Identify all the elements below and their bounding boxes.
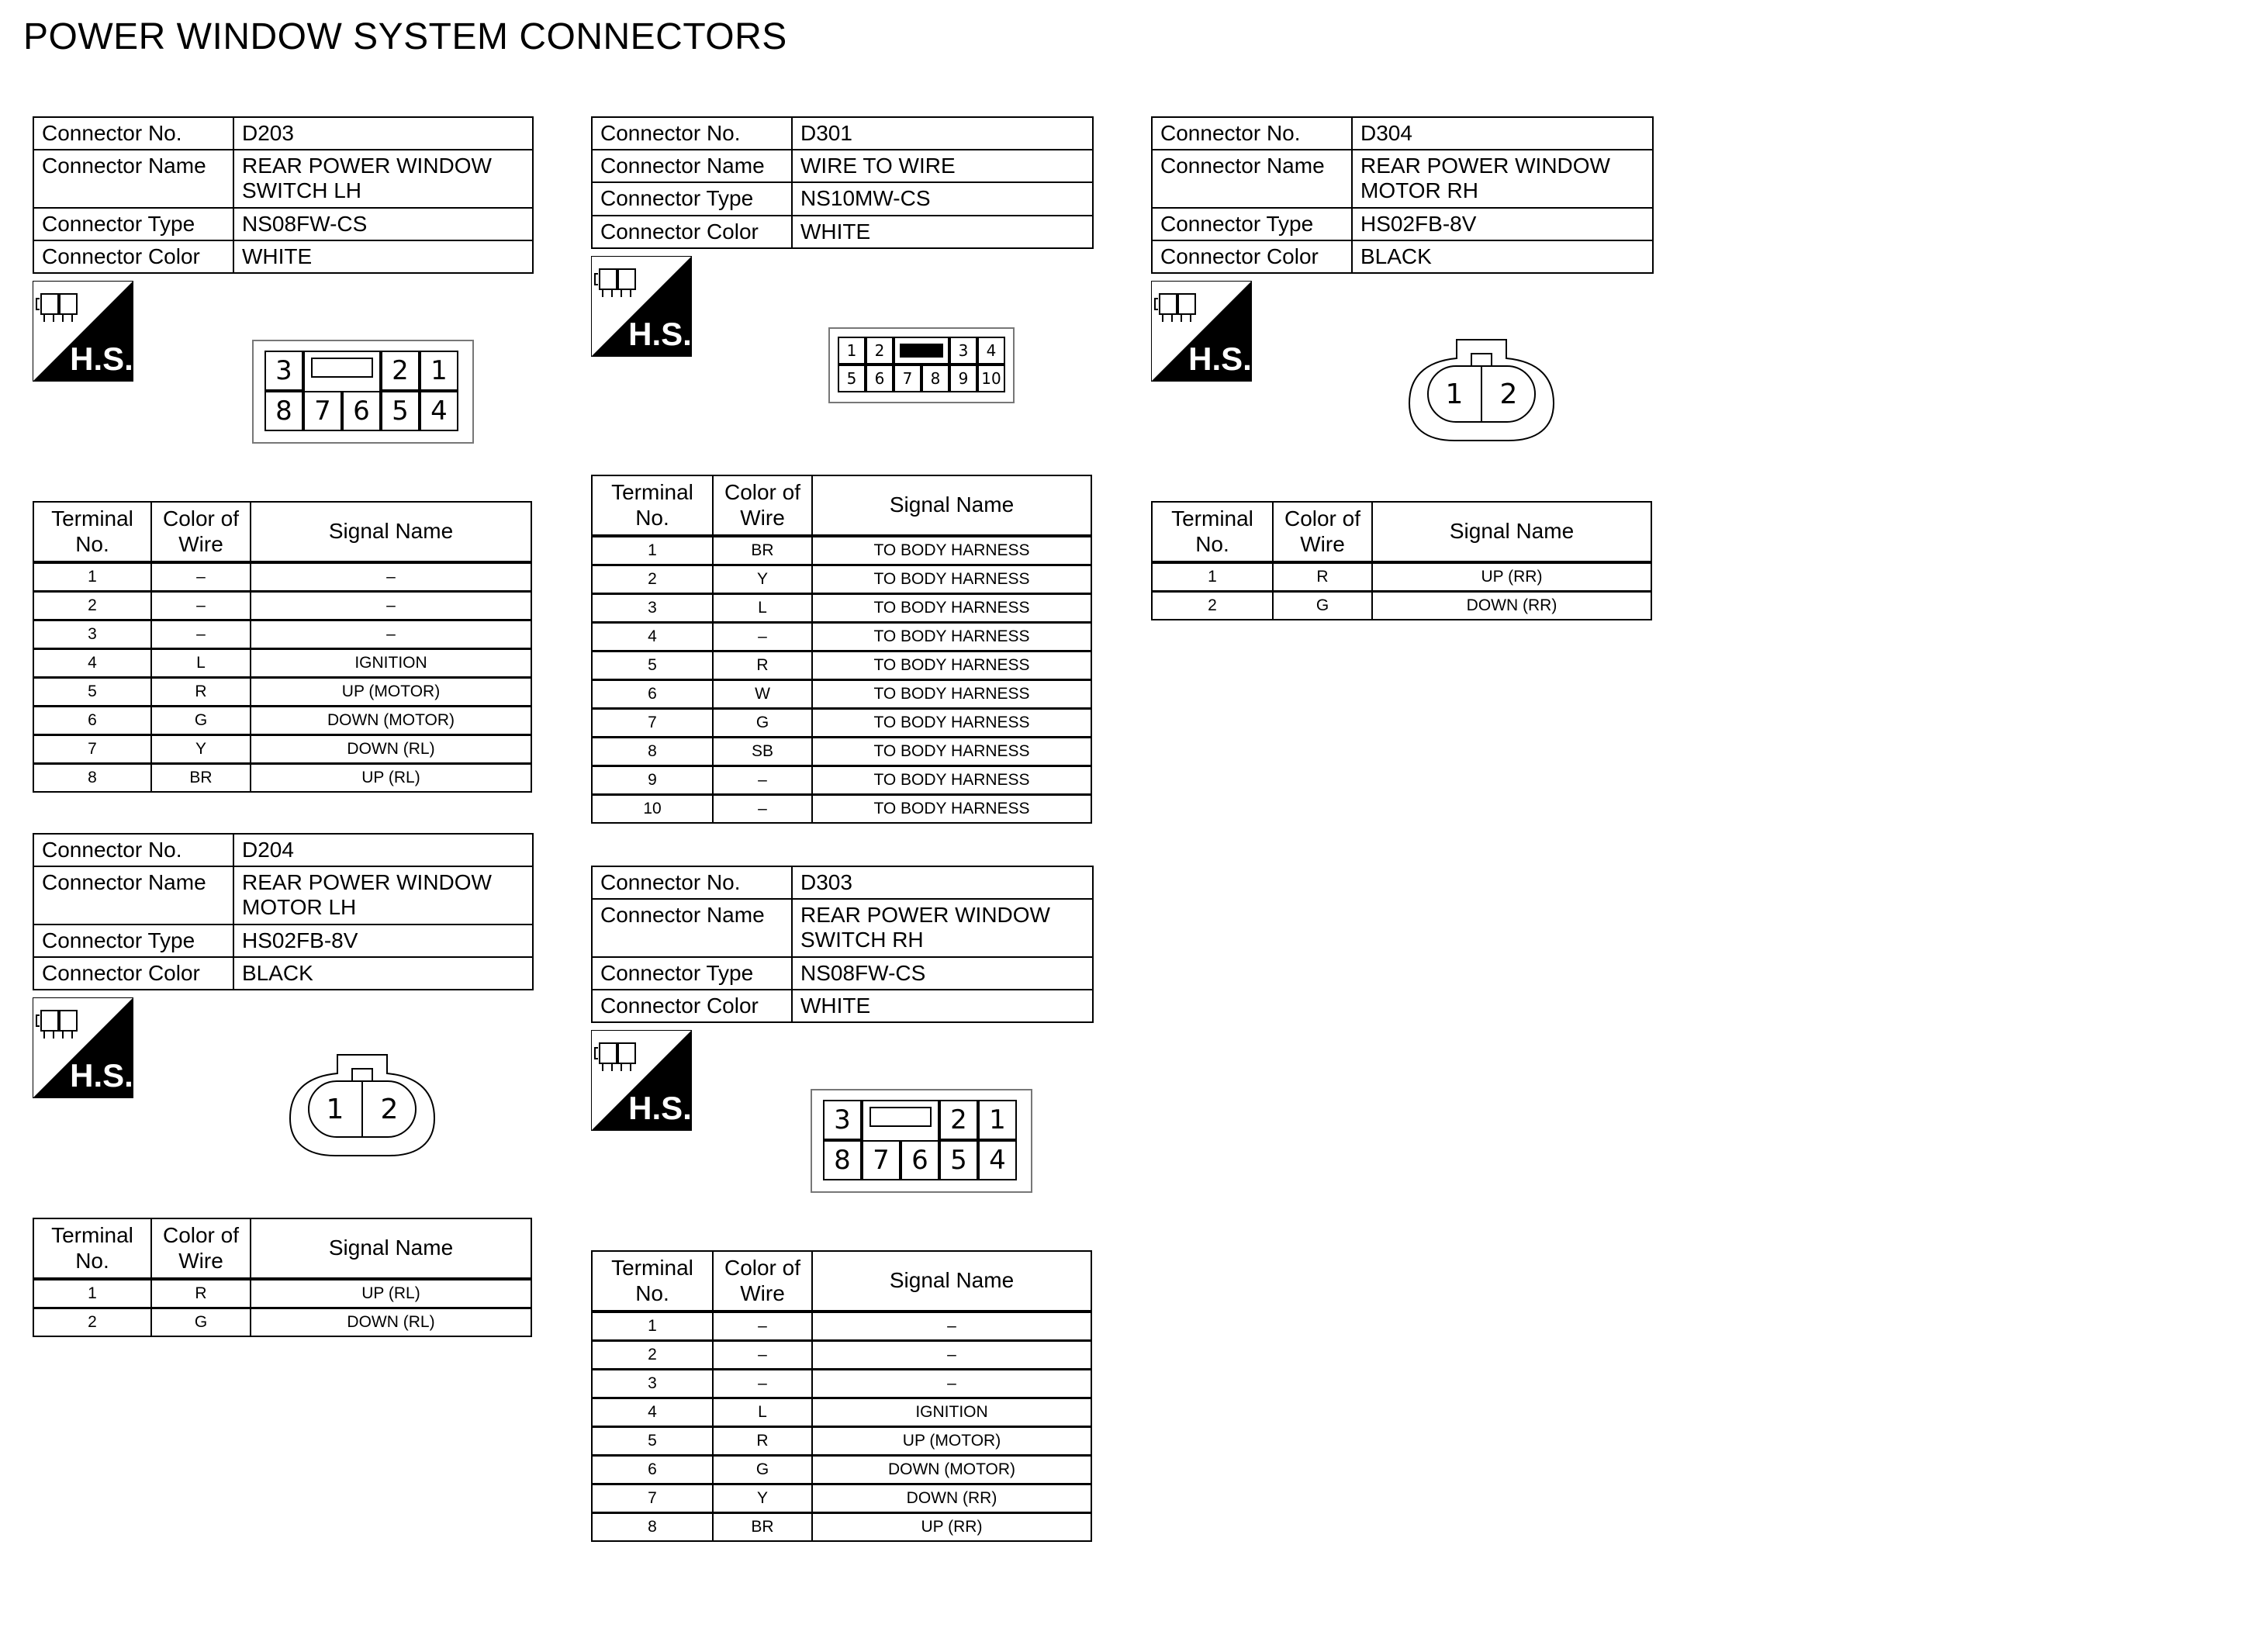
header-color-of-wire: Color of Wire: [713, 475, 812, 536]
pin-label: 2: [1499, 378, 1518, 410]
terminal-no-cell: 2: [33, 1308, 151, 1337]
hs-label: H.S.: [70, 1057, 133, 1094]
connector-key: [862, 1100, 939, 1140]
wire-color-cell: R: [1273, 562, 1372, 592]
connector-color-value: BLACK: [233, 957, 533, 990]
pin-label: 1: [420, 351, 458, 391]
connector-info-d301: [591, 116, 1094, 249]
harness-side-icon: [33, 281, 133, 382]
pin-label: 4: [420, 391, 458, 431]
table-row: [33, 592, 531, 620]
terminal-no-cell: 6: [592, 1456, 713, 1484]
table-row: [592, 1427, 1091, 1456]
wire-color-cell: BR: [713, 536, 812, 565]
wire-color-cell: BR: [151, 764, 251, 793]
signal-name-cell: DOWN (RR): [1372, 592, 1651, 620]
connector-name-value: REAR POWER WINDOW SWITCH RH: [792, 899, 1093, 956]
table-row: [33, 764, 531, 793]
pin-label: 3: [264, 351, 303, 391]
terminal-no-cell: 2: [1152, 592, 1273, 620]
table-row: [592, 1513, 1091, 1542]
connector-color-value: WHITE: [233, 240, 533, 273]
signal-name-cell: UP (RR): [1372, 562, 1651, 592]
signal-name-cell: UP (RL): [251, 764, 531, 793]
pin-label: 4: [978, 1140, 1017, 1180]
signal-name-cell: –: [812, 1312, 1091, 1341]
header-signal-name: Signal Name: [1372, 502, 1651, 562]
signal-name-cell: TO BODY HARNESS: [812, 680, 1091, 709]
connector-key: [894, 337, 949, 365]
label-connector-name: Connector Name: [33, 866, 233, 924]
header-terminal-no: Terminal No.: [592, 475, 713, 536]
wire-color-cell: R: [151, 1279, 251, 1308]
label-connector-color: Connector Color: [592, 990, 792, 1022]
table-row: [592, 536, 1091, 565]
header-signal-name: Signal Name: [812, 475, 1091, 536]
header-terminal-no: Terminal No.: [33, 502, 151, 562]
terminal-no-cell: 7: [592, 1484, 713, 1513]
wire-color-cell: L: [151, 649, 251, 678]
table-row: [33, 735, 531, 764]
signal-name-cell: IGNITION: [812, 1398, 1091, 1427]
label-connector-color: Connector Color: [1152, 240, 1352, 273]
pin-label: 6: [901, 1140, 939, 1180]
label-connector-name: Connector Name: [33, 150, 233, 207]
terminal-no-cell: 4: [592, 623, 713, 651]
connector-face-d304: [1408, 338, 1555, 442]
pin-label: 2: [381, 351, 420, 391]
label-connector-no: Connector No.: [1152, 117, 1352, 150]
pin-label: 4: [977, 337, 1005, 365]
wire-color-cell: Y: [151, 735, 251, 764]
wire-color-cell: G: [151, 707, 251, 735]
table-row: [592, 1484, 1091, 1513]
terminal-no-cell: 1: [592, 1312, 713, 1341]
signal-name-cell: DOWN (RL): [251, 1308, 531, 1337]
label-connector-no: Connector No.: [33, 117, 233, 150]
pin-label: 9: [949, 365, 977, 392]
terminal-no-cell: 6: [592, 680, 713, 709]
wire-color-cell: G: [713, 709, 812, 738]
table-row: [592, 709, 1091, 738]
terminal-no-cell: 8: [592, 1513, 713, 1542]
connector-info-d203: [33, 116, 534, 274]
table-row: [33, 1308, 531, 1337]
label-connector-type: Connector Type: [592, 182, 792, 215]
table-row: [592, 1398, 1091, 1427]
table-row: [33, 707, 531, 735]
terminal-no-cell: 1: [33, 562, 151, 592]
pin-label: 7: [894, 365, 921, 392]
connector-no-value: D303: [792, 866, 1093, 899]
pin-label: 1: [978, 1100, 1017, 1140]
connector-face-d204: [289, 1053, 436, 1157]
wire-color-cell: –: [713, 623, 812, 651]
wire-color-cell: Y: [713, 565, 812, 594]
table-row: [592, 1341, 1091, 1370]
wire-color-cell: G: [1273, 592, 1372, 620]
wire-color-cell: –: [713, 1341, 812, 1370]
table-row: [592, 594, 1091, 623]
wire-color-cell: SB: [713, 738, 812, 766]
harness-side-icon: [1151, 281, 1252, 382]
wire-color-cell: –: [151, 562, 251, 592]
wire-color-cell: G: [713, 1456, 812, 1484]
latch-slot: [869, 1107, 932, 1127]
wire-color-cell: –: [713, 1312, 812, 1341]
header-signal-name: Signal Name: [251, 502, 531, 562]
wire-color-cell: G: [151, 1308, 251, 1337]
connector-type-value: NS08FW-CS: [233, 208, 533, 240]
pin-label: 10: [977, 365, 1005, 392]
table-row: [33, 562, 531, 592]
pin-label: 6: [866, 365, 894, 392]
signal-name-cell: TO BODY HARNESS: [812, 623, 1091, 651]
terminal-no-cell: 6: [33, 707, 151, 735]
signal-name-cell: TO BODY HARNESS: [812, 565, 1091, 594]
header-signal-name: Signal Name: [251, 1218, 531, 1279]
header-terminal-no: Terminal No.: [33, 1218, 151, 1279]
connector-info-d303: [591, 866, 1094, 1023]
hs-label: H.S.: [70, 340, 133, 377]
table-row: [592, 795, 1091, 824]
table-row: [592, 1370, 1091, 1398]
terminal-no-cell: 2: [592, 1341, 713, 1370]
harness-side-icon: [33, 997, 133, 1098]
table-row: [592, 738, 1091, 766]
terminal-no-cell: 5: [592, 1427, 713, 1456]
terminal-table-d301: [591, 475, 1092, 824]
hs-label: H.S.: [628, 1090, 691, 1126]
header-color-of-wire: Color of Wire: [151, 1218, 251, 1279]
hs-label: H.S.: [1188, 340, 1251, 377]
table-row: [592, 651, 1091, 680]
pin-label: 1: [1445, 378, 1464, 410]
pin-label: 5: [939, 1140, 978, 1180]
connector-face-d203: [252, 340, 474, 444]
page-title: POWER WINDOW SYSTEM CONNECTORS: [23, 16, 787, 57]
connector-color-value: BLACK: [1352, 240, 1653, 273]
terminal-no-cell: 4: [33, 649, 151, 678]
pin-label: 2: [866, 337, 894, 365]
signal-name-cell: IGNITION: [251, 649, 531, 678]
pin-label: 5: [838, 365, 866, 392]
table-row: [592, 623, 1091, 651]
connector-latch: [352, 1069, 372, 1081]
hs-label: H.S.: [628, 316, 691, 352]
pin-label: 2: [939, 1100, 978, 1140]
wire-color-cell: BR: [713, 1513, 812, 1542]
wire-color-cell: R: [713, 1427, 812, 1456]
label-connector-no: Connector No.: [592, 117, 792, 150]
connector-info-d204: [33, 833, 534, 990]
wire-color-cell: –: [151, 592, 251, 620]
table-row: [592, 766, 1091, 795]
wire-color-cell: –: [713, 766, 812, 795]
connector-color-value: WHITE: [792, 990, 1093, 1022]
pin-label: 8: [823, 1140, 862, 1180]
terminal-no-cell: 2: [592, 565, 713, 594]
signal-name-cell: –: [251, 620, 531, 649]
pin-label: 2: [380, 1094, 399, 1125]
terminal-no-cell: 3: [33, 620, 151, 649]
terminal-no-cell: 8: [33, 764, 151, 793]
terminal-no-cell: 2: [33, 592, 151, 620]
signal-name-cell: –: [812, 1341, 1091, 1370]
pin-label: 3: [949, 337, 977, 365]
connector-name-value: REAR POWER WINDOW MOTOR RH: [1352, 150, 1653, 207]
pin-label: 3: [823, 1100, 862, 1140]
terminal-table-d304: [1151, 501, 1652, 620]
label-connector-type: Connector Type: [33, 208, 233, 240]
wire-color-cell: R: [151, 678, 251, 707]
header-color-of-wire: Color of Wire: [1273, 502, 1372, 562]
table-row: [33, 620, 531, 649]
connector-type-value: NS08FW-CS: [792, 957, 1093, 990]
terminal-no-cell: 7: [33, 735, 151, 764]
wire-color-cell: R: [713, 651, 812, 680]
pin-label: 7: [862, 1140, 901, 1180]
connector-no-value: D203: [233, 117, 533, 150]
signal-name-cell: UP (RR): [812, 1513, 1091, 1542]
label-connector-name: Connector Name: [592, 899, 792, 956]
harness-side-icon: [591, 1030, 692, 1131]
terminal-no-cell: 5: [33, 678, 151, 707]
connector-name-value: WIRE TO WIRE: [792, 150, 1093, 182]
connector-face-d301: [828, 327, 1015, 403]
label-connector-type: Connector Type: [592, 957, 792, 990]
label-connector-no: Connector No.: [33, 834, 233, 866]
signal-name-cell: UP (MOTOR): [251, 678, 531, 707]
terminal-no-cell: 4: [592, 1398, 713, 1427]
label-connector-color: Connector Color: [33, 240, 233, 273]
connector-name-value: REAR POWER WINDOW SWITCH LH: [233, 150, 533, 207]
signal-name-cell: –: [812, 1370, 1091, 1398]
label-connector-color: Connector Color: [33, 957, 233, 990]
signal-name-cell: TO BODY HARNESS: [812, 795, 1091, 824]
label-connector-no: Connector No.: [592, 866, 792, 899]
signal-name-cell: TO BODY HARNESS: [812, 594, 1091, 623]
pin-label: 8: [921, 365, 949, 392]
connector-face-d303: [811, 1089, 1032, 1193]
pin-label: 8: [264, 391, 303, 431]
wire-color-cell: –: [713, 795, 812, 824]
connector-color-value: WHITE: [792, 216, 1093, 248]
label-connector-type: Connector Type: [33, 924, 233, 957]
header-color-of-wire: Color of Wire: [713, 1251, 812, 1312]
table-row: [1152, 592, 1651, 620]
pin-label: 1: [326, 1094, 344, 1125]
connector-no-value: D304: [1352, 117, 1653, 150]
terminal-no-cell: 7: [592, 709, 713, 738]
header-signal-name: Signal Name: [812, 1251, 1091, 1312]
pin-label: 7: [303, 391, 342, 431]
table-row: [592, 680, 1091, 709]
wire-color-cell: –: [151, 620, 251, 649]
connector-type-value: HS02FB-8V: [1352, 208, 1653, 240]
terminal-table-d203: [33, 501, 532, 793]
latch-slot: [311, 358, 373, 378]
terminal-no-cell: 3: [592, 1370, 713, 1398]
pin-label: 1: [838, 337, 866, 365]
terminal-table-d204: [33, 1218, 532, 1337]
signal-name-cell: TO BODY HARNESS: [812, 651, 1091, 680]
harness-side-icon: [591, 256, 692, 357]
connector-type-value: NS10MW-CS: [792, 182, 1093, 215]
table-row: [33, 649, 531, 678]
table-row: [1152, 562, 1651, 592]
connector-type-value: HS02FB-8V: [233, 924, 533, 957]
terminal-table-d303: [591, 1250, 1092, 1542]
terminal-no-cell: 10: [592, 795, 713, 824]
label-connector-name: Connector Name: [592, 150, 792, 182]
connector-no-value: D301: [792, 117, 1093, 150]
connector-info-d304: [1151, 116, 1654, 274]
connector-key: [303, 351, 381, 391]
wire-color-cell: L: [713, 594, 812, 623]
wire-color-cell: L: [713, 1398, 812, 1427]
table-row: [592, 565, 1091, 594]
signal-name-cell: DOWN (RR): [812, 1484, 1091, 1513]
wire-color-cell: Y: [713, 1484, 812, 1513]
latch-key: [900, 344, 943, 358]
terminal-no-cell: 1: [1152, 562, 1273, 592]
terminal-no-cell: 9: [592, 766, 713, 795]
terminal-no-cell: 8: [592, 738, 713, 766]
signal-name-cell: TO BODY HARNESS: [812, 709, 1091, 738]
signal-name-cell: UP (MOTOR): [812, 1427, 1091, 1456]
label-connector-name: Connector Name: [1152, 150, 1352, 207]
signal-name-cell: TO BODY HARNESS: [812, 536, 1091, 565]
table-row: [33, 678, 531, 707]
table-row: [33, 1279, 531, 1308]
terminal-no-cell: 1: [592, 536, 713, 565]
terminal-no-cell: 5: [592, 651, 713, 680]
signal-name-cell: DOWN (MOTOR): [251, 707, 531, 735]
terminal-no-cell: 1: [33, 1279, 151, 1308]
wire-color-cell: W: [713, 680, 812, 709]
signal-name-cell: TO BODY HARNESS: [812, 766, 1091, 795]
signal-name-cell: –: [251, 592, 531, 620]
connector-latch: [1471, 354, 1492, 366]
table-row: [592, 1312, 1091, 1341]
label-connector-type: Connector Type: [1152, 208, 1352, 240]
label-connector-color: Connector Color: [592, 216, 792, 248]
signal-name-cell: TO BODY HARNESS: [812, 738, 1091, 766]
signal-name-cell: –: [251, 562, 531, 592]
signal-name-cell: UP (RL): [251, 1279, 531, 1308]
pin-label: 6: [342, 391, 381, 431]
header-color-of-wire: Color of Wire: [151, 502, 251, 562]
header-terminal-no: Terminal No.: [1152, 502, 1273, 562]
signal-name-cell: DOWN (MOTOR): [812, 1456, 1091, 1484]
connector-no-value: D204: [233, 834, 533, 866]
wire-color-cell: –: [713, 1370, 812, 1398]
pin-label: 5: [381, 391, 420, 431]
header-terminal-no: Terminal No.: [592, 1251, 713, 1312]
terminal-no-cell: 3: [592, 594, 713, 623]
signal-name-cell: DOWN (RL): [251, 735, 531, 764]
table-row: [592, 1456, 1091, 1484]
connector-name-value: REAR POWER WINDOW MOTOR LH: [233, 866, 533, 924]
